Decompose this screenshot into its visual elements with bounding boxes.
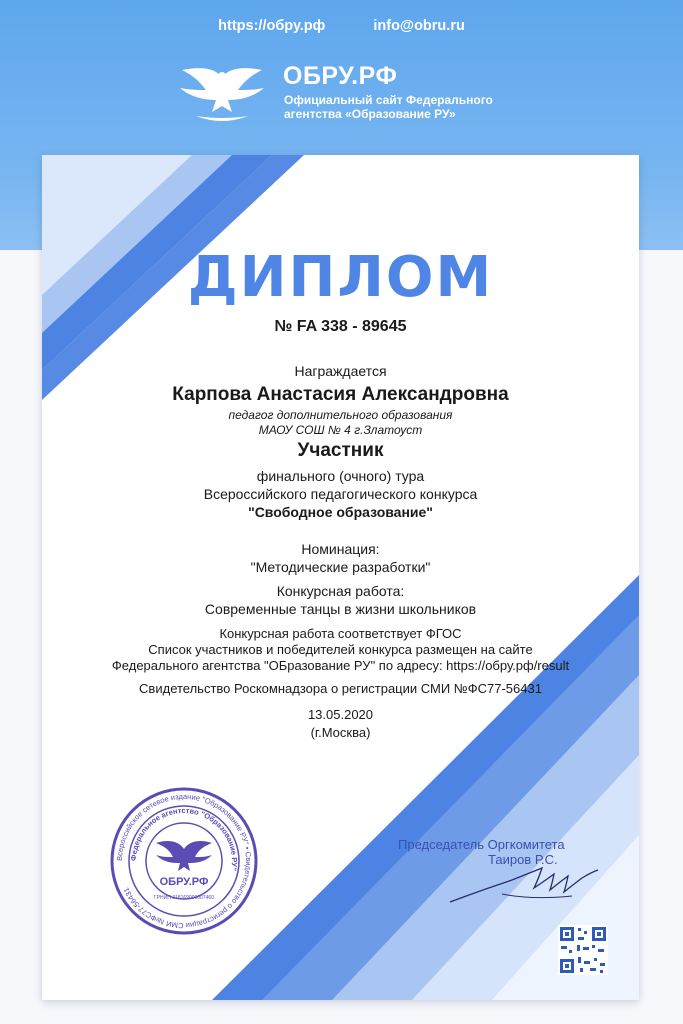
brand-desc-line1: Официальный сайт Федерального	[284, 93, 493, 107]
registration-note: Свидетельство Роскомнадзора о регистрации СМИ №ФС77-56431	[139, 681, 542, 696]
email-link[interactable]: info@obru.ru	[373, 18, 465, 34]
qr-code-icon[interactable]	[558, 925, 608, 975]
issue-date: 13.05.2020	[307, 707, 374, 722]
signatory-name: Таиров Р.С.	[488, 852, 558, 867]
recipient-position: педагог дополнительного образования	[228, 408, 453, 422]
contest-stage: финального (очного) тура	[256, 468, 425, 484]
diploma-sheet	[42, 155, 639, 1000]
stamp-ogrn-text: ГРНИП 318169000007460	[154, 895, 214, 901]
nomination-label: Номинация:	[301, 541, 380, 557]
signatory-title: Председатель Оргкомитета	[398, 837, 565, 852]
awarded-label: Награждается	[294, 363, 387, 379]
handwritten-signature	[442, 850, 602, 910]
results-note-line1: Список участников и победителей конкурса размещен на сайте	[148, 642, 533, 657]
stamp-outer-text: Всероссийское сетевое издание "Образование РУ" • Свидетельство о регистрации СМИ №ФС77-56431	[114, 791, 254, 931]
work-label: Конкурсная работа:	[276, 583, 405, 599]
site-link[interactable]: https://обру.рф	[218, 18, 326, 34]
nomination-value: "Методические разработки"	[250, 559, 431, 575]
brand-description	[284, 93, 524, 121]
contest-name: "Свободное образование"	[248, 504, 433, 520]
award-role: Участник	[297, 440, 384, 461]
issue-city: (г.Москва)	[310, 725, 371, 740]
brand-desc-line2: агентства «Образование РУ»	[284, 107, 456, 121]
diploma-number: № FA 338 - 89645	[274, 318, 407, 335]
stamp-center-text: ОБРУ.РФ	[159, 876, 209, 888]
contest-description: Всероссийского педагогического конкурса	[203, 486, 478, 502]
stamp-inner-text: Федеральное агентство "Образование РУ"	[128, 805, 240, 872]
brand-block	[172, 60, 532, 130]
brand-name: ОБРУ.РФ	[283, 62, 398, 90]
results-note-line2: Федерального агентства "ОБразование РУ" по адресу: https://обру.рф/result	[111, 658, 570, 673]
header-links	[0, 18, 683, 34]
recipient-school: МАОУ СОШ № 4 г.Златоуст	[258, 423, 423, 437]
recipient-name: Карпова Анастасия Александровна	[172, 384, 509, 405]
diploma-title: ДИПЛОМ	[187, 245, 494, 310]
work-title: Современные танцы в жизни школьников	[204, 601, 477, 617]
eagle-logo-icon	[172, 60, 272, 124]
official-stamp	[110, 787, 258, 935]
fgos-note: Конкурсная работа соответствует ФГОС	[219, 626, 462, 641]
